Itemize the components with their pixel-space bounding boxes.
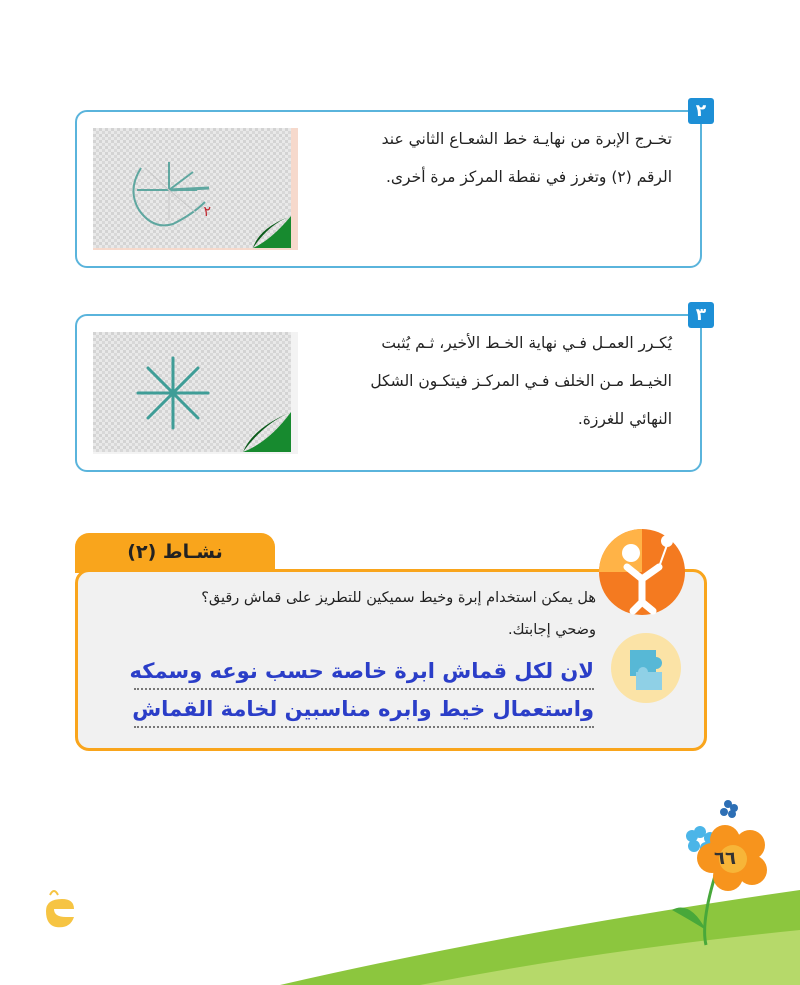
publisher-logo-icon [40,885,80,935]
page-number: ٦٦ [714,848,736,869]
step-card-2 [75,101,707,268]
step-number-badge: ٢ [688,98,714,124]
answer-line-1: لان لكل قماش ابرة خاصة حسب نوعه وسمكه [134,654,594,690]
answer-line-2: واستعمال خيط وابره مناسبين لخامة القماش [134,692,594,728]
fabric-star-stitch-image [93,332,298,454]
step-number-badge: ٣ [688,302,714,328]
activity-person-icon [597,527,687,617]
activity-title: نشـاط (٢) [75,533,275,573]
decorative-flower-landscape [0,780,800,985]
activity-question: هل يمكن استخدام إبرة وخيط سميكين للتطريز على قماش رقيق؟ وضحي إجابتك. [201,590,596,638]
step-text: يُكـرر العمـل فـي نهاية الخـط الأخير، ثـم يُثبت الخيـط مـن الخلف فـي المركـز فيتكـون الشكل النهائي للغرزة. [370,334,672,428]
puzzle-icon [610,632,682,704]
fabric-stitch-image [93,128,298,250]
step-card-3 [75,305,707,472]
step-text: تخـرج الإبرة من نهايـة خط الشعـاع الثاني عند الرقم (٢) وتغرز في نقطة المركز مرة أخرى. [381,130,672,186]
stitch-point-label: ٢ [203,204,211,220]
